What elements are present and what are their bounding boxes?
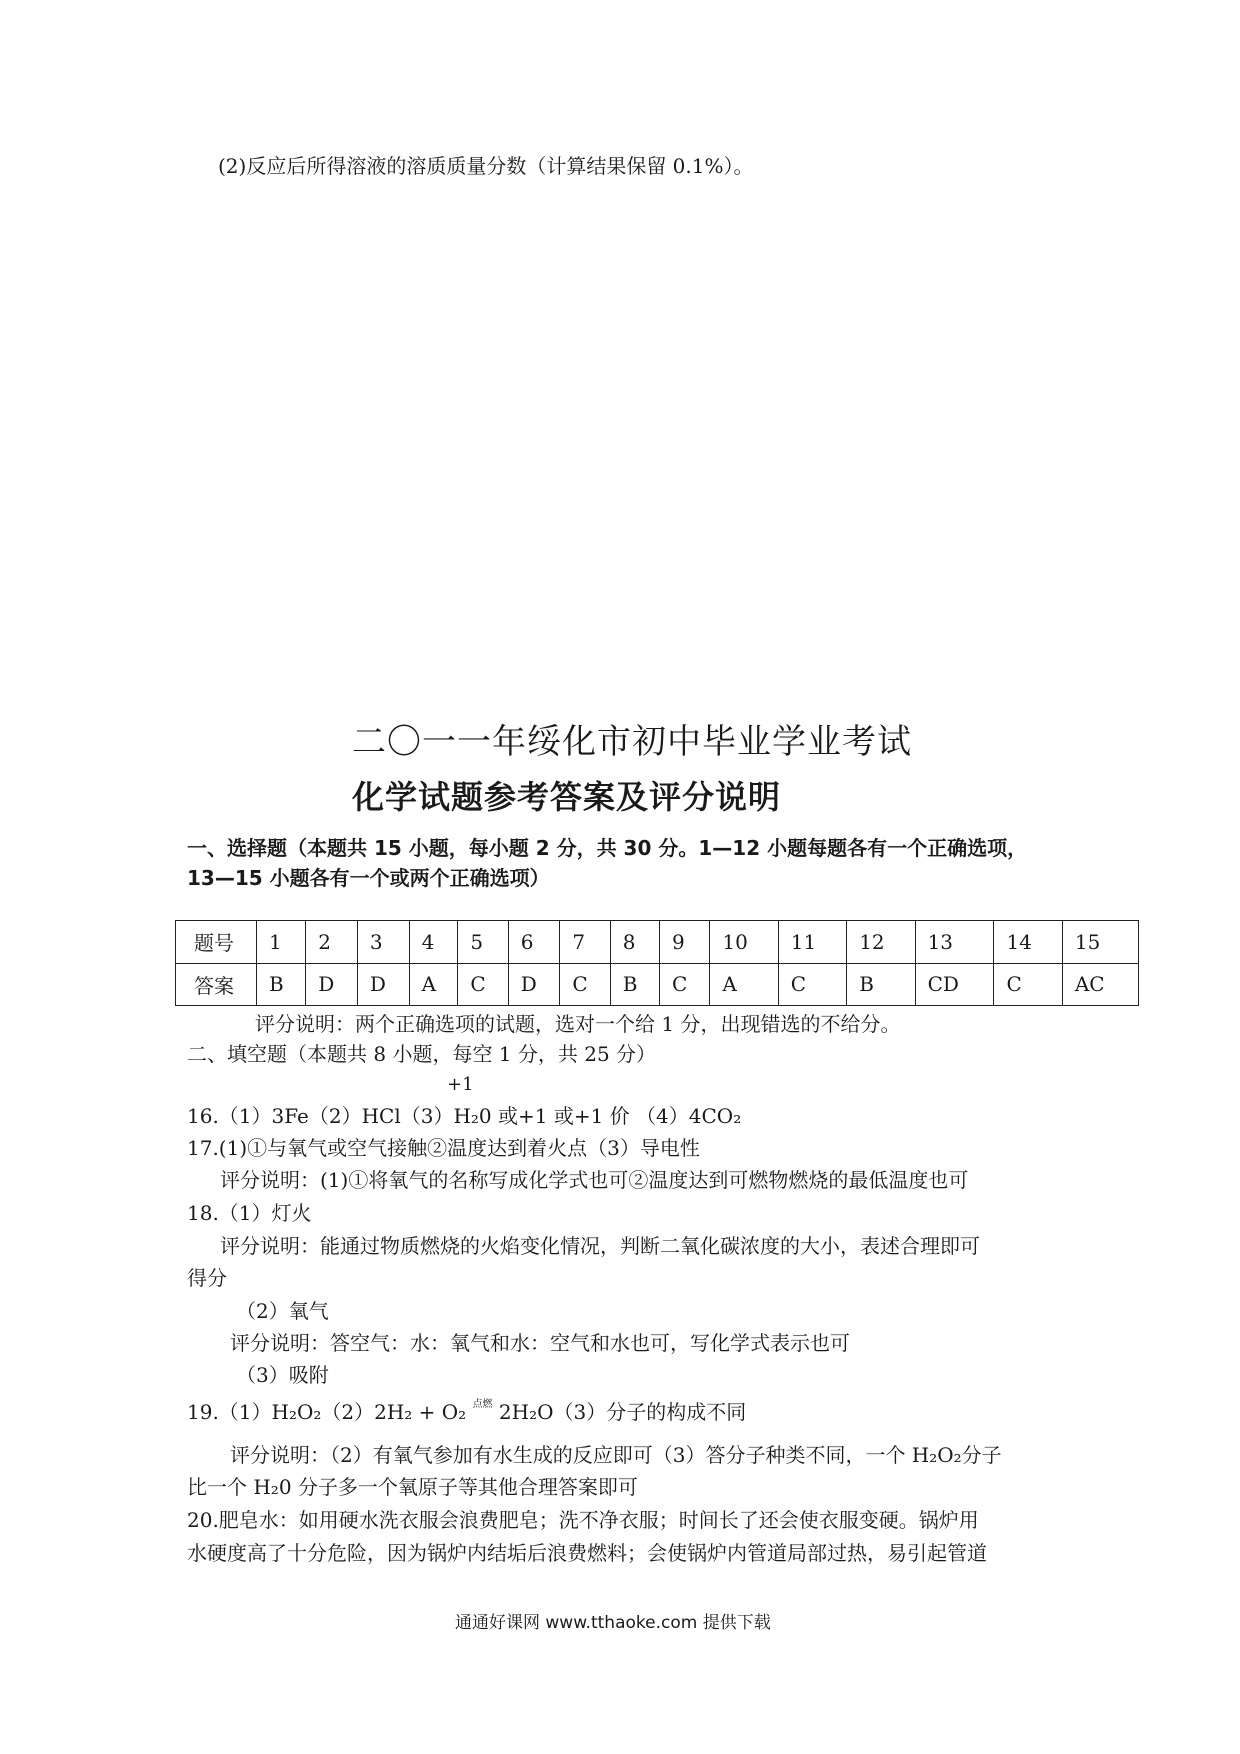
answer-18-note-cont: 得分 — [187, 1266, 227, 1290]
table-cell: 6 — [508, 921, 560, 964]
table-cell: 3 — [357, 921, 409, 964]
table-cell: 12 — [847, 921, 915, 964]
document-subtitle: 化学试题参考答案及评分说明 — [352, 778, 782, 816]
document-title: 二〇一一年绥化市初中毕业学业考试 — [352, 722, 912, 762]
section1-heading-cont: 13—15 小题各有一个或两个正确选项） — [187, 866, 550, 890]
table-cell: B — [257, 963, 306, 1006]
table-cell: 8 — [610, 921, 659, 964]
table-cell: C — [778, 963, 846, 1006]
answer-17-note: 评分说明：(1)①将氧气的名称写成化学式也可②温度达到可燃物燃烧的最低温度也可 — [220, 1168, 969, 1192]
answer-20-cont: 水硬度高了十分危险，因为锅炉内结垢后浪费燃料；会使锅炉内管道局部过热，易引起管道 — [187, 1541, 987, 1565]
table-cell: C — [458, 963, 508, 1006]
table-row-numbers — [176, 921, 1139, 964]
table-cell: 10 — [710, 921, 778, 964]
table-cell: B — [847, 963, 915, 1006]
answer-17: 17.(1)①与氧气或空气接触②温度达到着火点（3）导电性 — [187, 1136, 700, 1160]
table-cell: D — [508, 963, 560, 1006]
answer-table — [175, 920, 1139, 1006]
table-cell: 15 — [1062, 921, 1138, 964]
answer-19-note: 评分说明：（2）有氧气参加有水生成的反应即可（3）答分子种类不同，一个 H₂O₂分子 — [230, 1443, 1002, 1467]
section2-heading: 二、填空题（本题共 8 小题，每空 1 分，共 25 分） — [187, 1042, 657, 1066]
table-cell: A — [710, 963, 778, 1006]
answer-18-2-note: 评分说明：答空气：水：氧气和水：空气和水也可，写化学式表示也可 — [230, 1331, 850, 1355]
answer-16: 16.（1）3Fe（2）HCl（3）H₂0 或+1 或+1 价 （4）4CO₂ — [187, 1104, 742, 1128]
valence-mark: +1 — [447, 1074, 474, 1095]
table-cell: 5 — [458, 921, 508, 964]
table-cell: AC — [1062, 963, 1138, 1006]
table-cell: A — [409, 963, 458, 1006]
answer-19-part1: 19.（1）H₂O₂（2）2H₂ + O₂ — [187, 1400, 467, 1424]
table-cell: CD — [915, 963, 994, 1006]
answer-20: 20.肥皂水：如用硬水洗衣服会浪费肥皂；洗不净衣服；时间长了还会使衣服变硬。锅炉用 — [187, 1508, 979, 1532]
table-cell: 11 — [778, 921, 846, 964]
table-cell: 9 — [660, 921, 710, 964]
answer-18-3: （3）吸附 — [236, 1363, 329, 1387]
answer-18-2: （2）氧气 — [236, 1299, 329, 1323]
table-row-answers — [176, 963, 1139, 1006]
answer-19-note-cont: 比一个 H₂0 分子多一个氧原子等其他合理答案即可 — [187, 1475, 638, 1499]
answer-19 — [187, 1398, 746, 1431]
row-label: 题号 — [176, 921, 257, 964]
table-cell: C — [660, 963, 710, 1006]
table-cell: 4 — [409, 921, 458, 964]
table-cell: C — [560, 963, 610, 1006]
table-cell: C — [994, 963, 1062, 1006]
answer-19-part2: 2H₂O（3）分子的构成不同 — [498, 1400, 747, 1424]
reaction-condition: 点燃 — [472, 1399, 493, 1410]
row-label: 答案 — [176, 963, 257, 1006]
answer-18-note: 评分说明：能通过物质燃烧的火焰变化情况，判断二氧化碳浓度的大小，表述合理即可 — [220, 1234, 980, 1258]
table-cell: 2 — [306, 921, 358, 964]
table-cell: 1 — [257, 921, 306, 964]
table-cell: 7 — [560, 921, 610, 964]
answer-18: 18.（1）灯火 — [187, 1201, 312, 1225]
table-cell: 13 — [915, 921, 994, 964]
section1-heading: 一、选择题（本题共 15 小题，每小题 2 分，共 30 分。1—12 小题每题各有一个正确选项， — [187, 836, 1028, 860]
section1-note: 评分说明：两个正确选项的试题，选对一个给 1 分，出现错选的不给分。 — [255, 1012, 901, 1036]
table-cell: D — [306, 963, 358, 1006]
table-cell: B — [610, 963, 659, 1006]
table-cell: 14 — [994, 921, 1062, 964]
footer-credit: 通通好课网 www.tthaoke.com 提供下载 — [455, 1613, 771, 1633]
table-cell: D — [357, 963, 409, 1006]
question-2-text: (2)反应后所得溶液的溶质质量分数（计算结果保留 0.1%）。 — [218, 154, 754, 178]
